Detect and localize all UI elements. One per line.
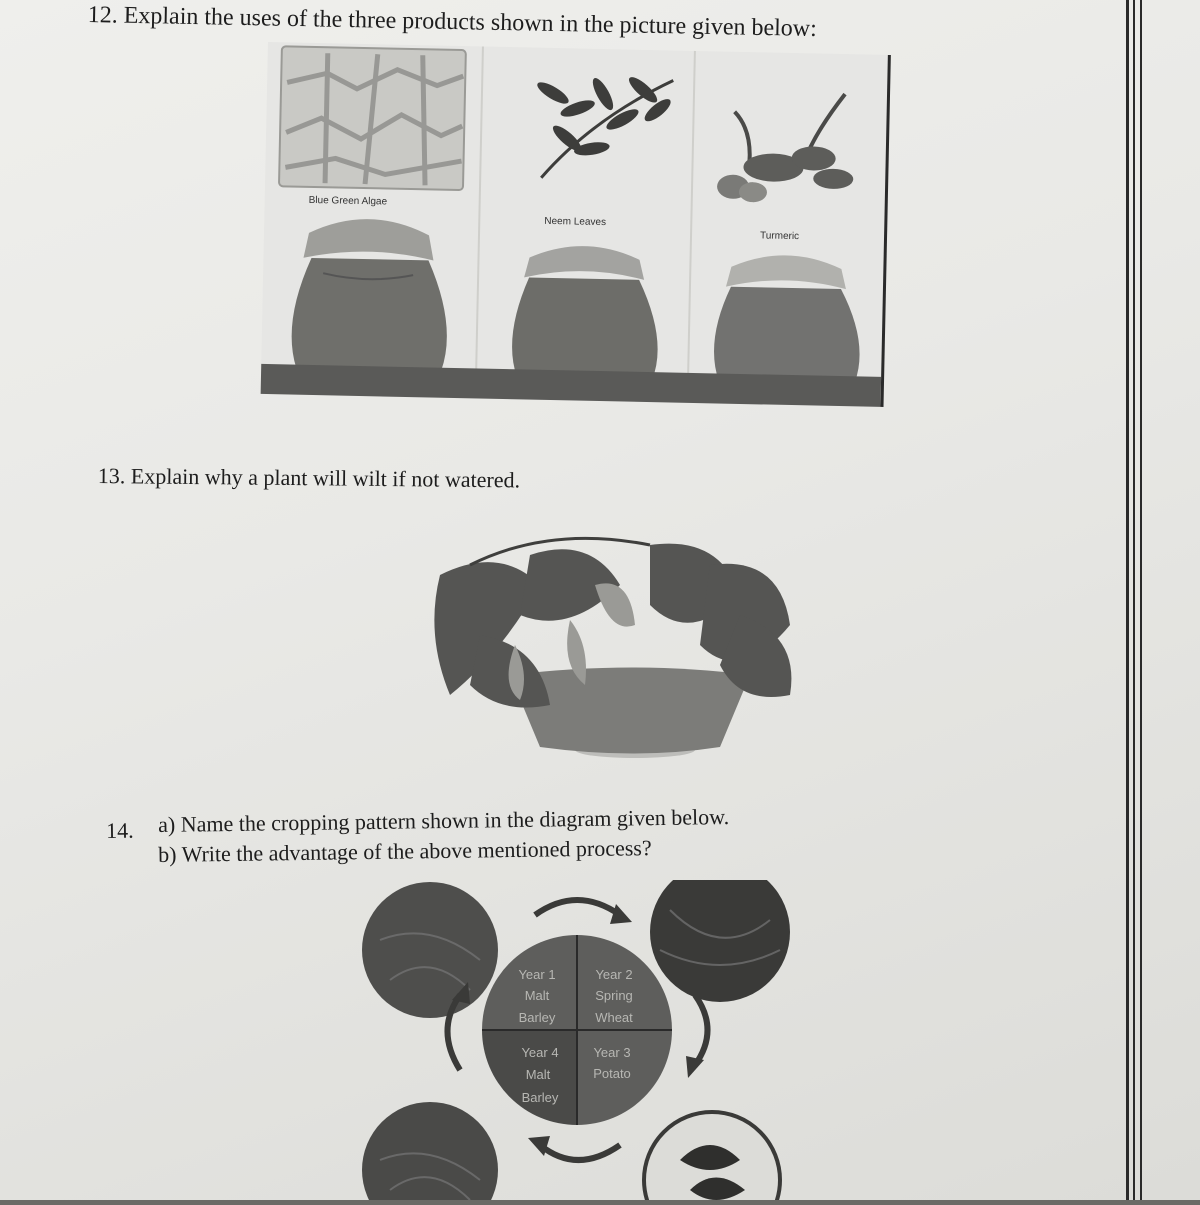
crop-rotation-diagram — [360, 880, 790, 1200]
barley-icon — [362, 1102, 498, 1200]
algae-icon — [261, 42, 482, 376]
question-14-number: 14. — [106, 817, 134, 843]
page-border-line — [1126, 0, 1129, 1200]
wilted-plant — [420, 525, 870, 775]
page-border-line — [1133, 0, 1135, 1200]
question-12: 12. Explain the uses of the three products shown in the picture given below: — [87, 2, 818, 42]
products-panel-algae — [261, 42, 482, 376]
quadrant-4-line-2: Malt — [525, 1067, 551, 1082]
page-border-line — [1140, 0, 1142, 1200]
quadrant-1-line-2: Malt — [524, 988, 550, 1003]
quadrant-1-line-1: Year 1 — [518, 967, 556, 982]
quadrant-2-line-3: Wheat — [595, 1010, 633, 1025]
caption-neem-leaves: Neem Leaves — [544, 215, 607, 229]
quadrant-4-line-1: Year 4 — [521, 1045, 559, 1060]
products-panel-neem — [475, 46, 696, 380]
quadrant-2-line-1: Year 2 — [595, 967, 633, 982]
quadrant-1-line-3: Barley — [518, 1010, 556, 1025]
quadrant-4-line-3: Barley — [521, 1090, 559, 1105]
products-panel-turmeric — [687, 51, 890, 385]
wheat-icon — [650, 880, 790, 1002]
barley-field-icon — [362, 882, 498, 1018]
question-14b: b) Write the advantage of the above mentioned process? — [158, 835, 652, 867]
wilted-plant-icon — [420, 525, 870, 775]
question-14a: a) Name the cropping pattern shown in the diagram given below. — [158, 804, 730, 837]
quadrant-2-line-2: Spring — [595, 988, 633, 1003]
turmeric-icon — [689, 51, 890, 385]
caption-turmeric: Turmeric — [759, 230, 800, 243]
products-figure — [261, 42, 891, 407]
quadrant-3-line-1: Year 3 — [593, 1045, 631, 1060]
crop-rotation-graphic — [360, 880, 790, 1200]
question-13: 13. Explain why a plant will wilt if not watered. — [97, 463, 521, 493]
caption-blue-green-algae: Blue Green Algae — [308, 194, 388, 208]
neem-leaves-icon — [477, 47, 696, 381]
quadrant-3-line-2: Potato — [593, 1066, 631, 1081]
